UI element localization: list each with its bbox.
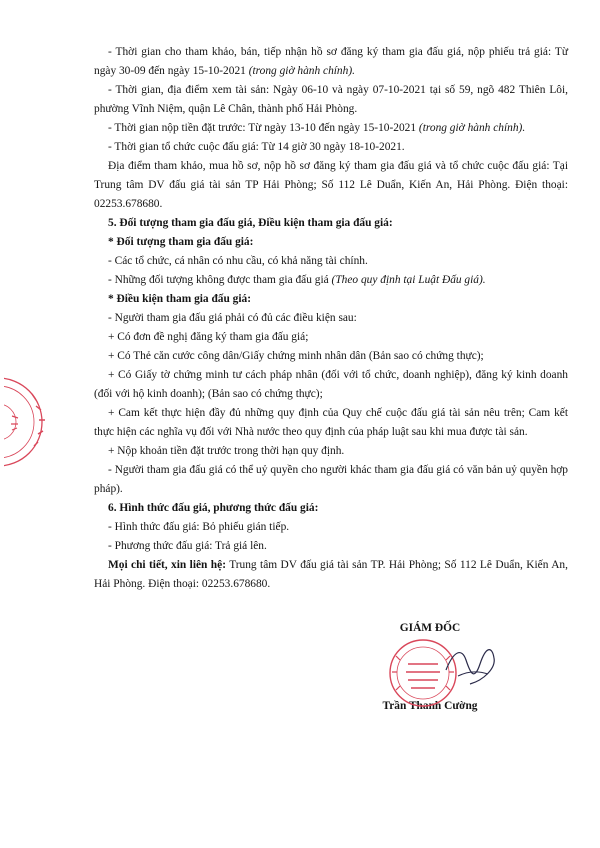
contact-info bbox=[94, 556, 568, 594]
condition-5: + Nộp khoản tiền đặt trước trong thời hạn quy định. bbox=[108, 445, 345, 457]
text: - Những đối tượng không được tham gia đấu giá bbox=[108, 274, 332, 286]
document-body bbox=[94, 43, 568, 594]
text-italic: (Theo quy định tại Luật Đấu giá). bbox=[331, 274, 486, 286]
auction-location: Địa điểm tham khảo, mua hồ sơ, nộp hồ sơ đăng ký tham gia đấu giá và tổ chức cuộc đấu giá: Tại Trung tâm DV đấu giá tài sản TP Hải Phòng; Số 112 Lê Duẩn, Kiến An, Hải Phòng. Điện thoại: 02253.678680. bbox=[94, 160, 568, 210]
section-6-heading: 6. Hình thức đấu giá, phương thức đấu giá: bbox=[108, 502, 319, 514]
condition-1: + Có đơn đề nghị đăng ký tham gia đấu giá; bbox=[108, 331, 309, 343]
conditions-intro: - Người tham gia đấu giá phải có đủ các điều kiện sau: bbox=[108, 312, 357, 324]
condition-4: + Cam kết thực hiện đầy đủ những quy định của Quy chế cuộc đấu giá tài sản nêu trên; Cam kết thực hiện các nghĩa vụ đối với Nhà nước theo quy định của pháp luật sau khi mua được tài sản. bbox=[94, 407, 568, 438]
signature-title: GIÁM ĐỐC bbox=[399, 622, 461, 634]
handwritten-signature-icon bbox=[440, 640, 500, 690]
conditions-subheading: * Điều kiện tham gia đấu giá: bbox=[108, 293, 252, 305]
text: - Thời gian cho tham khảo, bán, tiếp nhận hồ sơ đăng ký tham gia đấu giá, nộp phiếu trả giá: Từ ngày 30-09 đến ngày 15-10-2021 bbox=[94, 46, 568, 77]
asset-viewing-info: - Thời gian, địa điểm xem tài sản: Ngày 06-10 và ngày 07-10-2021 tại số 59, ngõ 482 Thiên Lôi, phường Vĩnh Niệm, quận Lê Chân, thành phố Hải Phòng. bbox=[94, 84, 568, 115]
auction-form: - Hình thức đấu giá: Bỏ phiếu gián tiếp. bbox=[108, 521, 290, 533]
condition-3: + Có Giấy tờ chứng minh tư cách pháp nhân (đối với tổ chức, doanh nghiệp), đăng ký kinh doanh (đối với hộ kinh doanh); (Bản sao có chứng thực); bbox=[94, 369, 568, 400]
deposit-period bbox=[94, 119, 568, 138]
condition-2: + Có Thẻ căn cước công dân/Giấy chứng minh nhân dân (Bản sao có chứng thực); bbox=[108, 350, 484, 362]
text: Trung tâm DV đấu giá tài sản TP. Hải Phòng; Số 112 Lê Duẩn, Kiến An, Hải Phòng. Điện thoại: 02253.678680. bbox=[94, 559, 568, 590]
signer-name: Trần Thanh Cường bbox=[382, 700, 478, 712]
text-bold: Mọi chi tiết, xin liên hệ: bbox=[108, 559, 226, 571]
text-italic: (trong giờ hành chính). bbox=[418, 122, 526, 134]
participants-item-2 bbox=[94, 271, 568, 290]
participants-subheading: * Đối tượng tham gia đấu giá: bbox=[108, 236, 254, 248]
margin-seal-icon bbox=[4, 372, 48, 472]
auction-time: - Thời gian tổ chức cuộc đấu giá: Từ 14 giờ 30 ngày 18-10-2021. bbox=[108, 141, 405, 153]
viewing-sale-period bbox=[94, 43, 568, 81]
section-5-heading: 5. Đối tượng tham gia đấu giá, Điều kiện tham gia đấu giá: bbox=[108, 217, 393, 229]
text: - Thời gian nộp tiền đặt trước: Từ ngày 13-10 đến ngày 15-10-2021 bbox=[108, 122, 419, 134]
proxy-note: - Người tham gia đấu giá có thể uỷ quyền cho người khác tham gia đấu giá có văn bản uỷ quyền hợp pháp). bbox=[94, 464, 568, 495]
text-italic: (trong giờ hành chính). bbox=[248, 65, 355, 77]
auction-method: - Phương thức đấu giá: Trả giá lên. bbox=[108, 540, 267, 552]
participants-item-1: - Các tổ chức, cá nhân có nhu cầu, có khả năng tài chính. bbox=[108, 255, 368, 267]
